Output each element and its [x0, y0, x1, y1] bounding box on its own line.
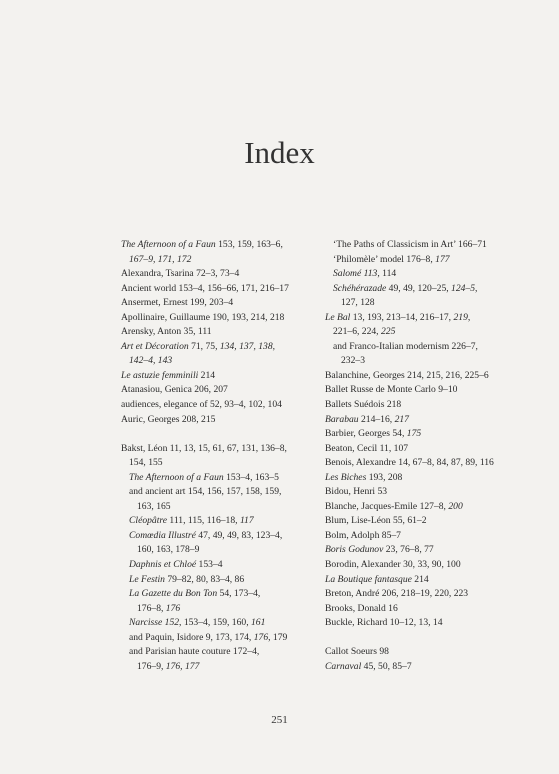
- index-italic-text: 200: [448, 500, 463, 512]
- index-text: 47, 49, 49, 83, 123–4,: [195, 529, 283, 541]
- index-entry: [325, 311, 543, 326]
- index-subentry: [121, 543, 339, 558]
- index-text: 153–4: [196, 559, 223, 571]
- index-column-right: [325, 238, 543, 674]
- index-italic-text: Schéhérazade: [333, 282, 387, 294]
- index-entry: [325, 529, 543, 544]
- index-text: Barbier, Georges 54,: [325, 428, 407, 440]
- index-text: 176–9,: [137, 660, 166, 672]
- index-text: 154, 155: [129, 457, 163, 469]
- index-subentry: [121, 587, 339, 602]
- index-italic-text: 142–4, 143: [129, 355, 173, 367]
- index-subentry: [325, 238, 543, 253]
- index-subentry: [121, 645, 339, 660]
- index-entry: [121, 413, 339, 428]
- index-text: Breton, André 206, 218–19, 220, 223: [325, 588, 469, 600]
- index-subentry: [121, 500, 339, 515]
- index-italic-text: Le astuzie femminili: [121, 369, 199, 381]
- index-entry: [121, 267, 339, 282]
- index-italic-text: La Gazette du Bon Ton: [129, 588, 218, 600]
- index-italic-text: 117: [239, 515, 254, 527]
- index-italic-text: Cléopâtre: [129, 515, 168, 527]
- index-entry: [121, 325, 339, 340]
- index-text: Bakst, Léon 11, 13, 15, 61, 67, 131, 136–8,: [121, 442, 287, 454]
- index-text: 23, 76–8, 77: [383, 544, 434, 556]
- index-text: and Franco-Italian modernism 226–7,: [333, 340, 478, 352]
- index-text: 13, 193, 213–14, 216–17,: [350, 311, 454, 323]
- index-text: 160, 163, 178–9: [137, 544, 200, 556]
- index-text: 232–3: [341, 355, 365, 367]
- index-entry: [121, 383, 339, 398]
- index-text: 214–16,: [358, 413, 395, 425]
- index-subentry: [325, 354, 543, 369]
- index-text: ,: [475, 282, 478, 294]
- index-entry: [325, 616, 543, 631]
- index-italic-text: The Afternoon of a Faun: [129, 471, 224, 483]
- index-text: Callot Soeurs 98: [325, 646, 389, 658]
- index-text: Ballets Suédois 218: [325, 399, 402, 411]
- index-section-gap: [121, 427, 339, 442]
- index-subentry: [121, 471, 339, 486]
- index-entry: [325, 543, 543, 558]
- index-text: 111, 115, 116–18,: [167, 515, 240, 527]
- index-italic-text: 134, 137, 138,: [219, 340, 276, 352]
- index-entry: [121, 340, 339, 355]
- index-text: 193, 208: [366, 471, 403, 483]
- index-entry: [121, 238, 339, 253]
- index-text: , 179: [268, 631, 288, 643]
- index-subentry: [325, 340, 543, 355]
- index-text: 54, 173–4,: [217, 588, 261, 600]
- index-italic-text: La Boutique fantasque: [325, 573, 412, 585]
- index-italic-text: 152: [164, 617, 180, 629]
- page-number: 251: [271, 714, 288, 726]
- index-entry: [325, 398, 543, 413]
- index-text: Ancient world 153–4, 156–66, 171, 216–17: [121, 282, 289, 294]
- index-italic-text: 219: [453, 311, 468, 323]
- index-text: and Paquin, Isidore 9, 173, 174,: [129, 631, 254, 643]
- index-subentry: [121, 602, 339, 617]
- index-text: audiences, elegance of 52, 93–4, 102, 104: [121, 399, 282, 411]
- index-italic-text: 176, 177: [165, 660, 200, 672]
- index-entry: [325, 587, 543, 602]
- index-entry: [325, 383, 543, 398]
- index-subentry: [121, 616, 339, 631]
- index-entry: [325, 645, 543, 660]
- index-subentry: [325, 296, 543, 311]
- index-text: ‘Philomèle’ model 176–8,: [333, 253, 436, 265]
- index-italic-text: Narcisse: [129, 617, 163, 629]
- index-italic-text: 177: [435, 253, 450, 265]
- index-text: Buckle, Richard 10–12, 13, 14: [325, 617, 443, 629]
- index-subentry: [121, 514, 339, 529]
- index-text: , 114: [377, 268, 397, 280]
- index-entry: [325, 456, 543, 471]
- index-text: Ansermet, Ernest 199, 203–4: [121, 297, 234, 309]
- index-text: 45, 50, 85–7: [361, 660, 412, 672]
- index-column-left: [121, 238, 339, 674]
- index-text: Blanche, Jacques-Emile 127–8,: [325, 500, 449, 512]
- index-subentry: [121, 573, 339, 588]
- index-italic-text: Carnaval: [325, 660, 362, 672]
- index-italic-text: Les Biches: [325, 471, 367, 483]
- index-entry: [325, 573, 543, 588]
- index-text: Beaton, Cecil 11, 107: [325, 442, 409, 454]
- page-title: Index: [244, 134, 315, 170]
- index-subentry: [121, 456, 339, 471]
- index-text: ,: [467, 311, 471, 323]
- index-text: Apollinaire, Guillaume 190, 193, 214, 218: [121, 311, 285, 323]
- index-text: 214: [198, 369, 216, 381]
- index-italic-text: Daphnis et Chloé: [129, 559, 197, 571]
- index-text: Bidou, Henri 53: [325, 486, 388, 498]
- index-subentry: [121, 558, 339, 573]
- index-subentry: [325, 253, 543, 268]
- index-text: Atanasiou, Genica 206, 207: [121, 384, 228, 396]
- index-italic-text: 124–5: [451, 282, 476, 294]
- index-italic-text: Comœdia Illustré: [129, 529, 196, 541]
- index-italic-text: 176: [253, 631, 269, 643]
- index-text: Brooks, Donald 16: [325, 602, 398, 614]
- index-entry: [325, 500, 543, 515]
- index-entry: [121, 311, 339, 326]
- index-text: and ancient art 154, 156, 157, 158, 159,: [129, 486, 282, 498]
- index-italic-text: Barabau: [325, 413, 359, 425]
- index-subentry: [121, 631, 339, 646]
- index-italic-text: 176: [165, 602, 181, 614]
- index-entry: [325, 485, 543, 500]
- index-text: 153–4, 163–5: [223, 471, 279, 483]
- index-italic-text: 161: [250, 617, 266, 629]
- index-italic-text: Art et Décoration: [121, 340, 189, 352]
- index-text: 71, 75,: [188, 340, 220, 352]
- index-italic-text: Le Festin: [129, 573, 165, 585]
- index-entry: [325, 471, 543, 486]
- index-text: Benois, Alexandre 14, 67–8, 84, 87, 89, 116: [325, 457, 494, 469]
- index-text: 49, 49, 120–25,: [386, 282, 452, 294]
- index-text: 176–8,: [137, 602, 166, 614]
- index-entry: [325, 369, 543, 384]
- index-subentry: [325, 267, 543, 282]
- index-entry: [121, 442, 339, 457]
- index-text: , 153–4, 159, 160,: [179, 617, 251, 629]
- index-text: Alexandra, Tsarina 72–3, 73–4: [121, 268, 240, 280]
- index-text: Balanchine, Georges 214, 215, 216, 225–6: [325, 369, 489, 381]
- index-text: 214: [411, 573, 429, 585]
- index-text: Borodin, Alexander 30, 33, 90, 100: [325, 559, 461, 571]
- index-italic-text: The Afternoon of a Faun: [121, 239, 216, 250]
- index-subentry: [121, 529, 339, 544]
- index-subentry: [325, 325, 543, 340]
- index-text: Bolm, Adolph 85–7: [325, 529, 401, 541]
- index-text: 79–82, 80, 83–4, 86: [164, 573, 245, 585]
- index-entry: [325, 514, 543, 529]
- index-entry: [121, 369, 339, 384]
- index-subentry: [121, 354, 339, 369]
- index-italic-text: 167–9, 171, 172: [129, 253, 192, 265]
- index-subentry: [325, 282, 543, 297]
- index-italic-text: 113: [363, 268, 378, 280]
- index-italic-text: 175: [406, 428, 422, 440]
- index-text: 163, 165: [137, 500, 171, 512]
- index-text: ‘The Paths of Classicism in Art’ 166–71: [333, 239, 487, 250]
- index-entry: [325, 558, 543, 573]
- index-italic-text: Le Bal: [325, 311, 351, 323]
- index-text: 127, 128: [341, 297, 375, 309]
- index-entry: [325, 442, 543, 457]
- index-text: Ballet Russe de Monte Carlo 9–10: [325, 384, 458, 396]
- index-subentry: [121, 485, 339, 500]
- index-entry: [121, 296, 339, 311]
- index-entry: [325, 602, 543, 617]
- index-section-gap: [325, 631, 543, 646]
- index-text: and Parisian haute couture 172–4,: [129, 646, 260, 658]
- index-entry: [325, 660, 543, 675]
- index-italic-text: 225: [380, 326, 396, 338]
- index-entry: [121, 282, 339, 297]
- index-text: Auric, Georges 208, 215: [121, 413, 216, 425]
- index-subentry: [121, 660, 339, 675]
- index-entry: [325, 427, 543, 442]
- index-subentry: [121, 253, 339, 268]
- index-italic-text: Salomé: [333, 268, 362, 280]
- index-italic-text: Boris Godunov: [325, 544, 384, 556]
- index-text: 153, 159, 163–6,: [215, 239, 283, 250]
- index-text: Arensky, Anton 35, 111: [121, 326, 212, 338]
- index-entry: [121, 398, 339, 413]
- index-entry: [325, 413, 543, 428]
- index-text: Blum, Lise-Léon 55, 61–2: [325, 515, 427, 527]
- index-italic-text: 217: [394, 413, 409, 425]
- index-text: 221–6, 224,: [333, 326, 381, 338]
